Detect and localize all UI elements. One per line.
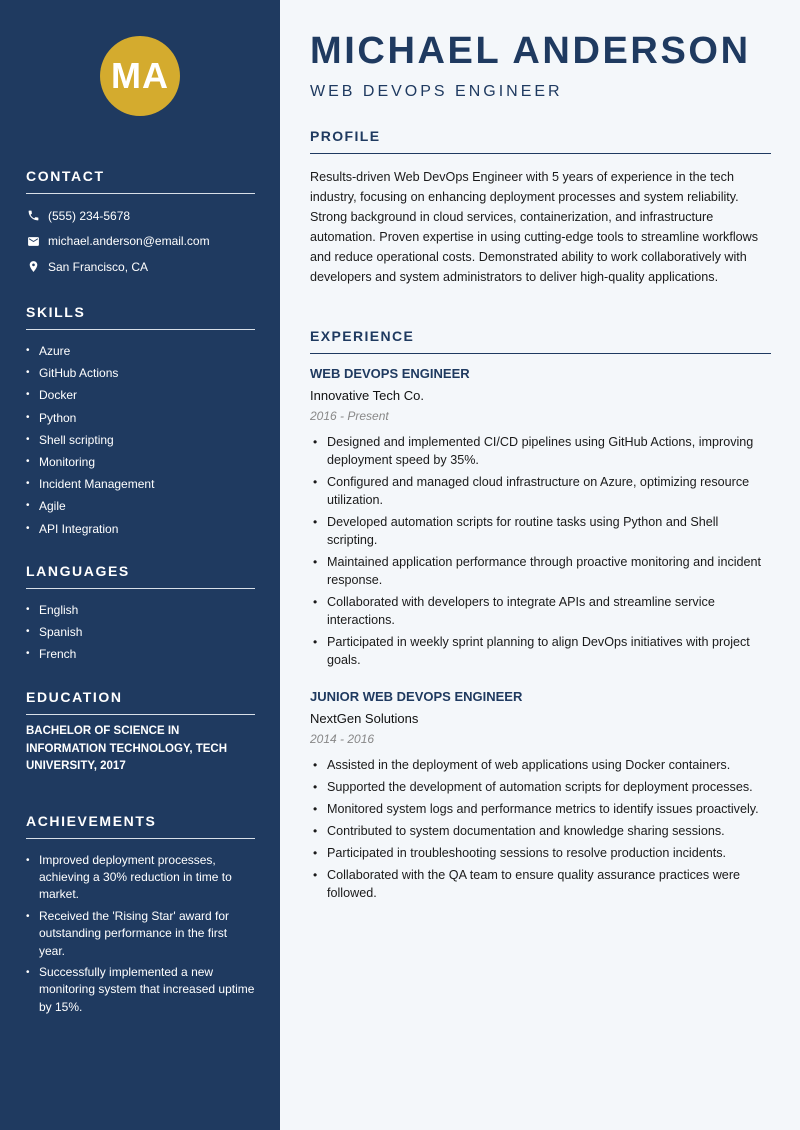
job-dates: 2016 - Present [310, 409, 389, 423]
profile-heading: PROFILE [310, 128, 771, 154]
education-heading: EDUCATION [26, 689, 255, 715]
list-item: • GitHub Actions [26, 362, 255, 384]
job-bullets [310, 433, 771, 669]
location-pin-icon [26, 260, 40, 274]
job-company: Innovative Tech Co. [310, 388, 424, 403]
languages-section [26, 563, 255, 666]
list-item: • Python [26, 407, 255, 429]
avatar: MA [100, 36, 180, 116]
skills-heading: SKILLS [26, 304, 255, 330]
experience-section [310, 328, 771, 354]
contact-section [26, 168, 255, 280]
list-item: • Azure [26, 340, 255, 362]
contact-location [26, 254, 255, 280]
contact-email-text: michael.anderson@email.com [48, 234, 210, 249]
contact-heading: CONTACT [26, 168, 255, 194]
phone-icon [26, 209, 40, 223]
education-section [26, 689, 255, 776]
list-item: • Spanish [26, 621, 255, 643]
languages-heading: LANGUAGES [26, 563, 255, 589]
list-item: • Docker [26, 384, 255, 406]
list-item: • Participated in weekly sprint planning to align DevOps initiatives with project goals. [310, 633, 771, 669]
job-title: WEB DEVOPS ENGINEER [310, 83, 563, 100]
list-item: • Supported the development of automation scripts for deployment processes. [310, 778, 771, 796]
list-item: • Maintained application performance through proactive monitoring and incident response. [310, 553, 771, 589]
envelope-icon [26, 234, 40, 248]
list-item: • Collaborated with the QA team to ensure quality assurance practices were followed. [310, 866, 771, 902]
education-degree: BACHELOR OF SCIENCE IN INFORMATION TECHNOLOGY, TECH UNIVERSITY, 2017 [26, 725, 228, 772]
achievements-heading: ACHIEVEMENTS [26, 813, 255, 839]
job-entry-2 [310, 689, 771, 906]
achievements-section [26, 813, 255, 1020]
contact-list [26, 203, 255, 280]
skills-section [26, 304, 255, 540]
job-dates: 2014 - 2016 [310, 732, 375, 746]
skills-list [26, 340, 255, 540]
job-role: WEB DEVOPS ENGINEER [310, 366, 470, 381]
sidebar [0, 0, 280, 1130]
list-item: • Shell scripting [26, 429, 255, 451]
list-item: • Incident Management [26, 473, 255, 495]
profile-summary: Results-driven Web DevOps Engineer with 5 years of experience in the tech industry, focusing on enhancing deployment processes and system reliability. Strong background in cloud services, containerization, and infrastructure automation. Proven expertise in using cutting-edge tools to streamline workflows and reduce operational costs. Demonstrated ability to work collaboratively with developers and system administrators to deliver high-quality applications. [310, 170, 759, 285]
list-item: • Assisted in the deployment of web applications using Docker containers. [310, 756, 771, 774]
list-item: • Configured and managed cloud infrastructure on Azure, optimizing resource utilization. [310, 473, 771, 509]
contact-phone-text: (555) 234-5678 [48, 208, 131, 223]
list-item: • Agile [26, 495, 255, 517]
list-item: • Monitoring [26, 451, 255, 473]
list-item: • Participated in troubleshooting sessions to resolve production incidents. [310, 844, 771, 862]
contact-location-text: San Francisco, CA [48, 259, 149, 274]
list-item: • Designed and implemented CI/CD pipelines using GitHub Actions, improving deployment speed by 35%. [310, 433, 771, 469]
list-item: • French [26, 643, 255, 665]
list-item: • Developed automation scripts for routine tasks using Python and Shell scripting. [310, 513, 771, 549]
list-item: • Received the 'Rising Star' award for outstanding performance in the first year. [26, 908, 255, 960]
contact-email [26, 229, 255, 255]
list-item: • Collaborated with developers to integrate APIs and streamline service interactions. [310, 593, 771, 629]
job-company: NextGen Solutions [310, 711, 419, 726]
experience-heading: EXPERIENCE [310, 328, 771, 354]
profile-section [310, 128, 771, 288]
list-item: • Contributed to system documentation and knowledge sharing sessions. [310, 822, 771, 840]
job-role: JUNIOR WEB DEVOPS ENGINEER [310, 689, 523, 704]
achievements-list [26, 852, 255, 1016]
page-title: MICHAEL ANDERSON [310, 30, 751, 72]
job-bullets [310, 756, 771, 902]
contact-phone [26, 203, 255, 229]
languages-list [26, 599, 255, 666]
job-entry-1 [310, 366, 771, 673]
list-item: • Successfully implemented a new monitoring system that increased uptime by 15%. [26, 964, 255, 1016]
list-item: • Monitored system logs and performance metrics to identify issues proactively. [310, 800, 771, 818]
list-item: • Improved deployment processes, achieving a 30% reduction in time to market. [26, 852, 255, 904]
list-item: • API Integration [26, 518, 255, 540]
list-item: • English [26, 599, 255, 621]
